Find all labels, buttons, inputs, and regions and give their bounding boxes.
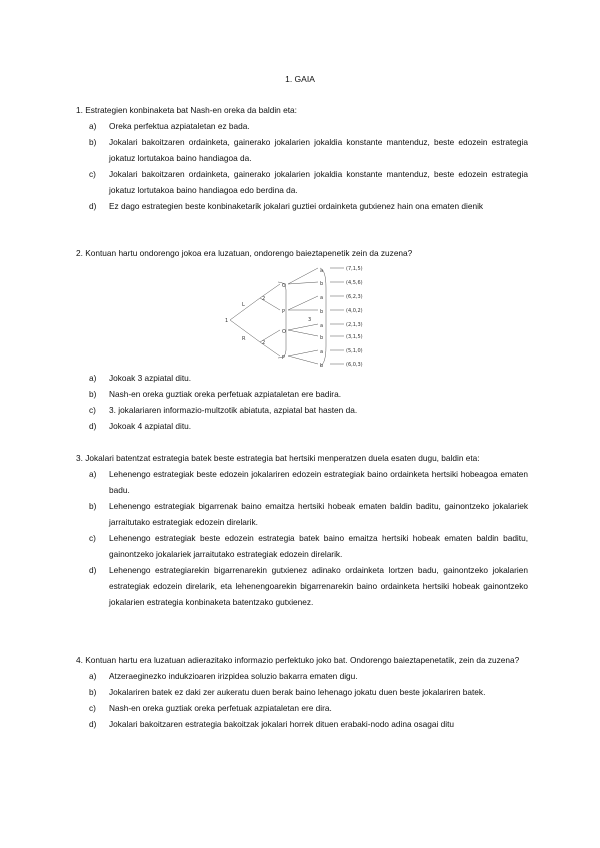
page-title: 1. GAIA — [285, 74, 315, 84]
question-2-option-d[interactable] — [76, 418, 528, 434]
question-3-stem: 3. Jokalari batentzat estrategia batek beste estrategia bat hertsiki menperatzen duela esaten dugu, baldin eta: — [76, 453, 480, 463]
option-text: 3. jokalariaren informazio-multzotik abiatuta, azpiatal bat hasten da. — [109, 405, 358, 415]
option-label: b) — [89, 137, 97, 147]
option-text: Lehenengo estrategiak beste edozein jokalariren edozein estrategiak baino ordainketa hertsiki hobeagoa ematen badu. — [109, 469, 528, 495]
option-text: Jokoak 3 azpiatal ditu. — [109, 373, 192, 383]
question-4-option-c[interactable] — [76, 700, 528, 716]
payoff-3: (6,2,3) — [346, 294, 363, 300]
question-1-stem: 1. Estrategien konbinaketa bat Nash-en oreka da baldin eta: — [76, 105, 297, 115]
action-O-bottom: O — [282, 329, 286, 335]
action-a-3: a — [320, 323, 324, 329]
option-text: Nash-en oreka guztiak oreka perfetuak azpiataletan ere dira. — [109, 703, 332, 713]
option-text: Jokalariren batek ez daki zer aukeratu duen berak baino lehenago jokatu duen beste jokalariren batek. — [109, 687, 486, 697]
payoff-2: (4,5,6) — [346, 280, 363, 286]
option-text: Ez dago estrategien beste konbinaketarik jokalari guztiei ordainketa gutxienez hain ona ematen dienik — [109, 201, 484, 211]
option-text: Jokoak 4 azpiatal ditu. — [109, 421, 192, 431]
option-text: Atzeraeginezko indukzioaren irizpidea soluzio bakarra ematen digu. — [109, 671, 358, 681]
question-2-options — [76, 370, 528, 434]
question-3-option-a[interactable] — [76, 466, 528, 498]
option-text: Lehenengo estrategiak beste edozein estrategia batek baino emaitza hertsiki hobeak ematen baldin baditu, gainontzeko jokalariek jarraitutako estrategiak edozein direlarik. — [109, 533, 528, 559]
question-2-stem: 2. Kontuan hartu ondorengo jokoa era luzatuan, ondorengo baieztapenetik zein da zuzena? — [76, 248, 413, 258]
question-1-option-b[interactable] — [76, 134, 528, 166]
question-4-option-a[interactable] — [76, 668, 528, 684]
action-b-1: b — [320, 281, 324, 287]
action-a-2: a — [320, 295, 324, 301]
question-3 — [76, 450, 528, 610]
player3-label: 3 — [308, 317, 312, 323]
player2-top-label: 2 — [262, 296, 266, 302]
root-node-label: 1 — [225, 318, 229, 324]
game-tree-diagram — [222, 258, 382, 370]
option-label: a) — [89, 121, 97, 131]
payoff-6: (3,1,5) — [346, 334, 363, 340]
action-L-label: L — [242, 302, 245, 308]
payoff-1: (7,1,5) — [346, 266, 363, 272]
option-label: b) — [89, 501, 97, 511]
branch-L — [230, 298, 260, 320]
option-label: a) — [89, 671, 97, 681]
payoff-8: (6,0,3) — [346, 362, 363, 368]
question-1-option-d[interactable] — [76, 198, 528, 214]
question-2-option-b[interactable] — [76, 386, 528, 402]
option-label: a) — [89, 373, 97, 383]
game-tree-svg — [222, 258, 382, 370]
option-label: c) — [89, 533, 96, 543]
option-text: Lehenengo estrategiak bigarrenak baino emaitza hertsiki hobeak ematen baldin baditu, gainontzeko jokalariek jarraitutako estrategiak edozein direlarik. — [109, 501, 528, 527]
action-b-3: b — [320, 335, 324, 341]
question-4-option-b[interactable] — [76, 684, 528, 700]
question-4-options — [76, 668, 528, 732]
option-text: Oreka perfektua azpiataletan ez bada. — [109, 121, 250, 131]
option-label: d) — [89, 201, 97, 211]
action-R-label: R — [242, 336, 246, 342]
option-label: d) — [89, 421, 97, 431]
question-3-option-c[interactable] — [76, 530, 528, 562]
player2-bottom-label: 2 — [262, 340, 266, 346]
option-label: c) — [89, 169, 96, 179]
payoff-4: (4,0,2) — [346, 308, 363, 314]
question-3-options — [76, 466, 528, 610]
question-2-option-c[interactable] — [76, 402, 528, 418]
action-a-1: a — [320, 268, 324, 274]
action-O-top: O — [282, 283, 286, 289]
option-text: Nash-en oreka guztiak oreka perfetuak azpiataletan ere badira. — [109, 389, 341, 399]
option-label: d) — [89, 565, 97, 575]
question-1-options — [76, 118, 528, 214]
question-4-stem: 4. Kontuan hartu era luzatuan adierazitako informazio perfektuko joko bat. Ondorengo baieztapenetatik, zein da zuzena? — [76, 655, 520, 665]
question-3-option-d[interactable] — [76, 562, 528, 610]
option-label: b) — [89, 687, 97, 697]
option-text: Jokalari bakoitzaren ordainketa, gainerako jokalarien jokaldia konstante mantenduz, beste edozein estrategia jokatuz lortutakoa baino handiagoa edo berdina da. — [109, 169, 528, 195]
action-P-top: P — [282, 309, 286, 315]
option-label: c) — [89, 405, 96, 415]
question-1-option-c[interactable] — [76, 166, 528, 198]
action-b-4: b — [320, 363, 324, 369]
action-a-4: a — [320, 349, 324, 355]
info-set-left — [278, 282, 286, 358]
question-2-options-block — [76, 370, 528, 434]
option-text: Jokalari bakoitzaren ordainketa, gainerako jokalarien jokaldia konstante mantenduz, beste edozein estrategia jokatuz lortutakoa baino handiagoa da. — [109, 137, 528, 163]
question-1-option-a[interactable] — [76, 118, 528, 134]
question-4-option-d[interactable] — [76, 716, 528, 732]
payoff-7: (5,1,0) — [346, 348, 363, 354]
question-3-option-b[interactable] — [76, 498, 528, 530]
option-label: b) — [89, 389, 97, 399]
payoff-5: (2,1,3) — [346, 322, 363, 328]
option-text: Jokalari bakoitzaren estrategia bakoitzak jokalari horrek dituen erabaki-nodo adina osagai ditu — [109, 719, 454, 729]
action-b-2: b — [320, 309, 324, 315]
option-text: Lehenengo estrategiarekin bigarrenarekin gutxienez adinako ordainketa lortzen badu, gainontzeko jokalarien estrategiak edozein direlarik, eta lehenengoarekin bigarrenarekin baino ordainketa hertsiki hobeak gainontzeko jokalarien estrategia konbinaketa batentzako gutxienez. — [109, 565, 528, 607]
option-label: c) — [89, 703, 96, 713]
option-label: d) — [89, 719, 97, 729]
action-P-bottom: P — [282, 355, 286, 361]
option-label: a) — [89, 469, 97, 479]
question-1 — [76, 102, 528, 214]
question-4 — [76, 652, 528, 732]
question-2-option-a[interactable] — [76, 370, 528, 386]
